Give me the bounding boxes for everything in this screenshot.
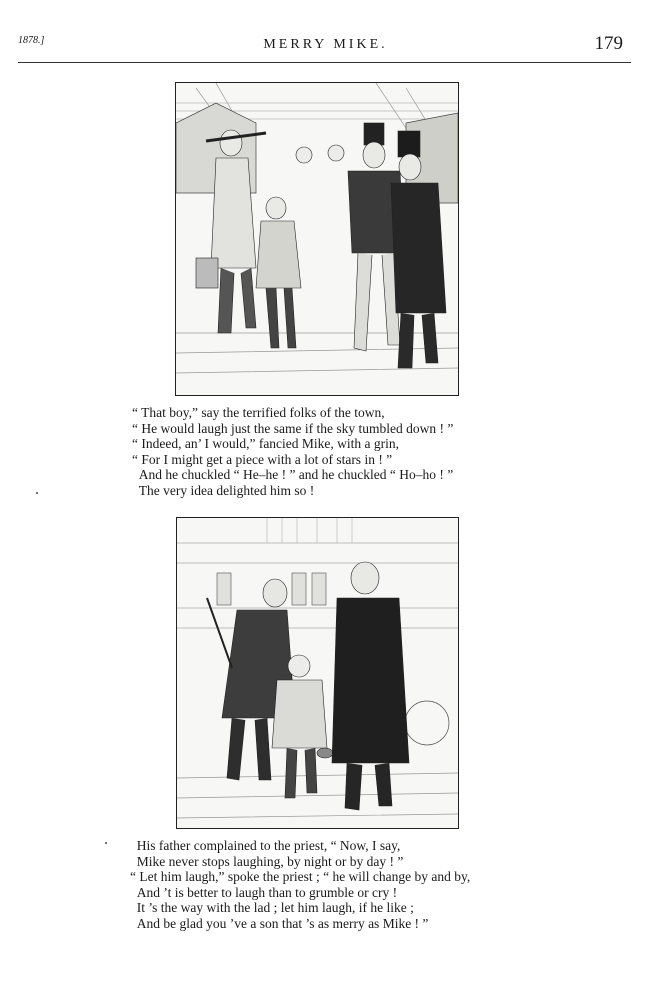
page-number: 179 bbox=[594, 33, 623, 54]
verse-line: “ Let him laugh,” spoke the priest ; “ he will change by and by, bbox=[130, 869, 471, 885]
engraving-priest-and-father bbox=[177, 518, 458, 828]
stanza-2 bbox=[130, 838, 470, 932]
engraving-town-street bbox=[176, 83, 458, 395]
illustration-priest-and-father bbox=[176, 517, 459, 829]
verse-line: “ Indeed, an’ I would,” fancied Mike, with a grin, bbox=[132, 436, 400, 452]
paper-speck bbox=[36, 492, 38, 494]
verse-line: Mike never stops laughing, by night or by day ! ” bbox=[130, 853, 404, 869]
header-year: 1878.] bbox=[18, 35, 45, 46]
illustration-town-street bbox=[175, 82, 459, 396]
paper-speck bbox=[105, 842, 107, 844]
running-title: MERRY MIKE. bbox=[263, 37, 388, 52]
verse-line: And ’t is better to laugh than to grumble or cry ! bbox=[130, 884, 398, 900]
verse-line: It ’s the way with the lad ; let him laugh, if he like ; bbox=[130, 900, 414, 916]
verse-line: And he chuckled “ He–he ! ” and he chuckled “ Ho–ho ! ” bbox=[132, 467, 454, 483]
verse-line: His father complained to the priest, “ Now, I say, bbox=[130, 838, 401, 853]
verse-line: “ He would laugh just the same if the sky tumbled down ! ” bbox=[132, 420, 454, 436]
verse-line: “ For I might get a piece with a lot of stars in ! ” bbox=[132, 451, 393, 467]
verse-line: And be glad you ’ve a son that ’s as merry as Mike ! ” bbox=[130, 915, 429, 931]
header-rule bbox=[18, 62, 631, 63]
stanza-1 bbox=[132, 405, 453, 499]
verse-line: The very idea delighted him so ! bbox=[132, 482, 315, 498]
verse-line: “ That boy,” say the terrified folks of the town, bbox=[132, 405, 385, 420]
